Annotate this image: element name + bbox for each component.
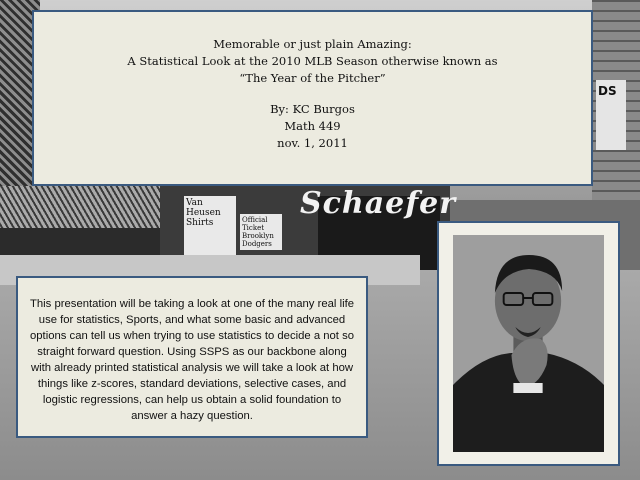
billboard-schaefer: Schaefer [300,186,457,221]
title-line-2: A Statistical Look at the 2010 MLB Season otherwise known as [127,54,498,68]
portrait-illustration [453,235,604,452]
billboard-official-ticket: Official Ticket Brooklyn Dodgers [240,214,282,250]
title-line-3: “The Year of the Pitcher” [239,71,386,85]
portrait-frame [437,221,620,466]
billboard-van-heusen: Van Heusen Shirts [184,196,236,268]
description-text: This presentation will be taking a look at one of the many real life use for statistics, Sports, and what some basic and advanced options can tell us when trying to use statistics to decide a not so straight forward question. Using SSPS as our backbone along with already printed statistical analysis we will take a look at how things like z-scores, standard deviations, selective cases, and logistic regressions, can help us obtain a solid foundation to answer a hazy question. [29,298,355,422]
course-name: Math 449 [284,119,341,133]
title-line-1: Memorable or just plain Amazing: [213,37,412,51]
portrait-photo [453,235,604,452]
title-panel [32,10,593,186]
author-byline: By: KC Burgos [270,102,355,116]
presentation-date: nov. 1, 2011 [277,136,348,150]
description-panel [16,276,368,438]
side-sign: DS [596,80,626,150]
